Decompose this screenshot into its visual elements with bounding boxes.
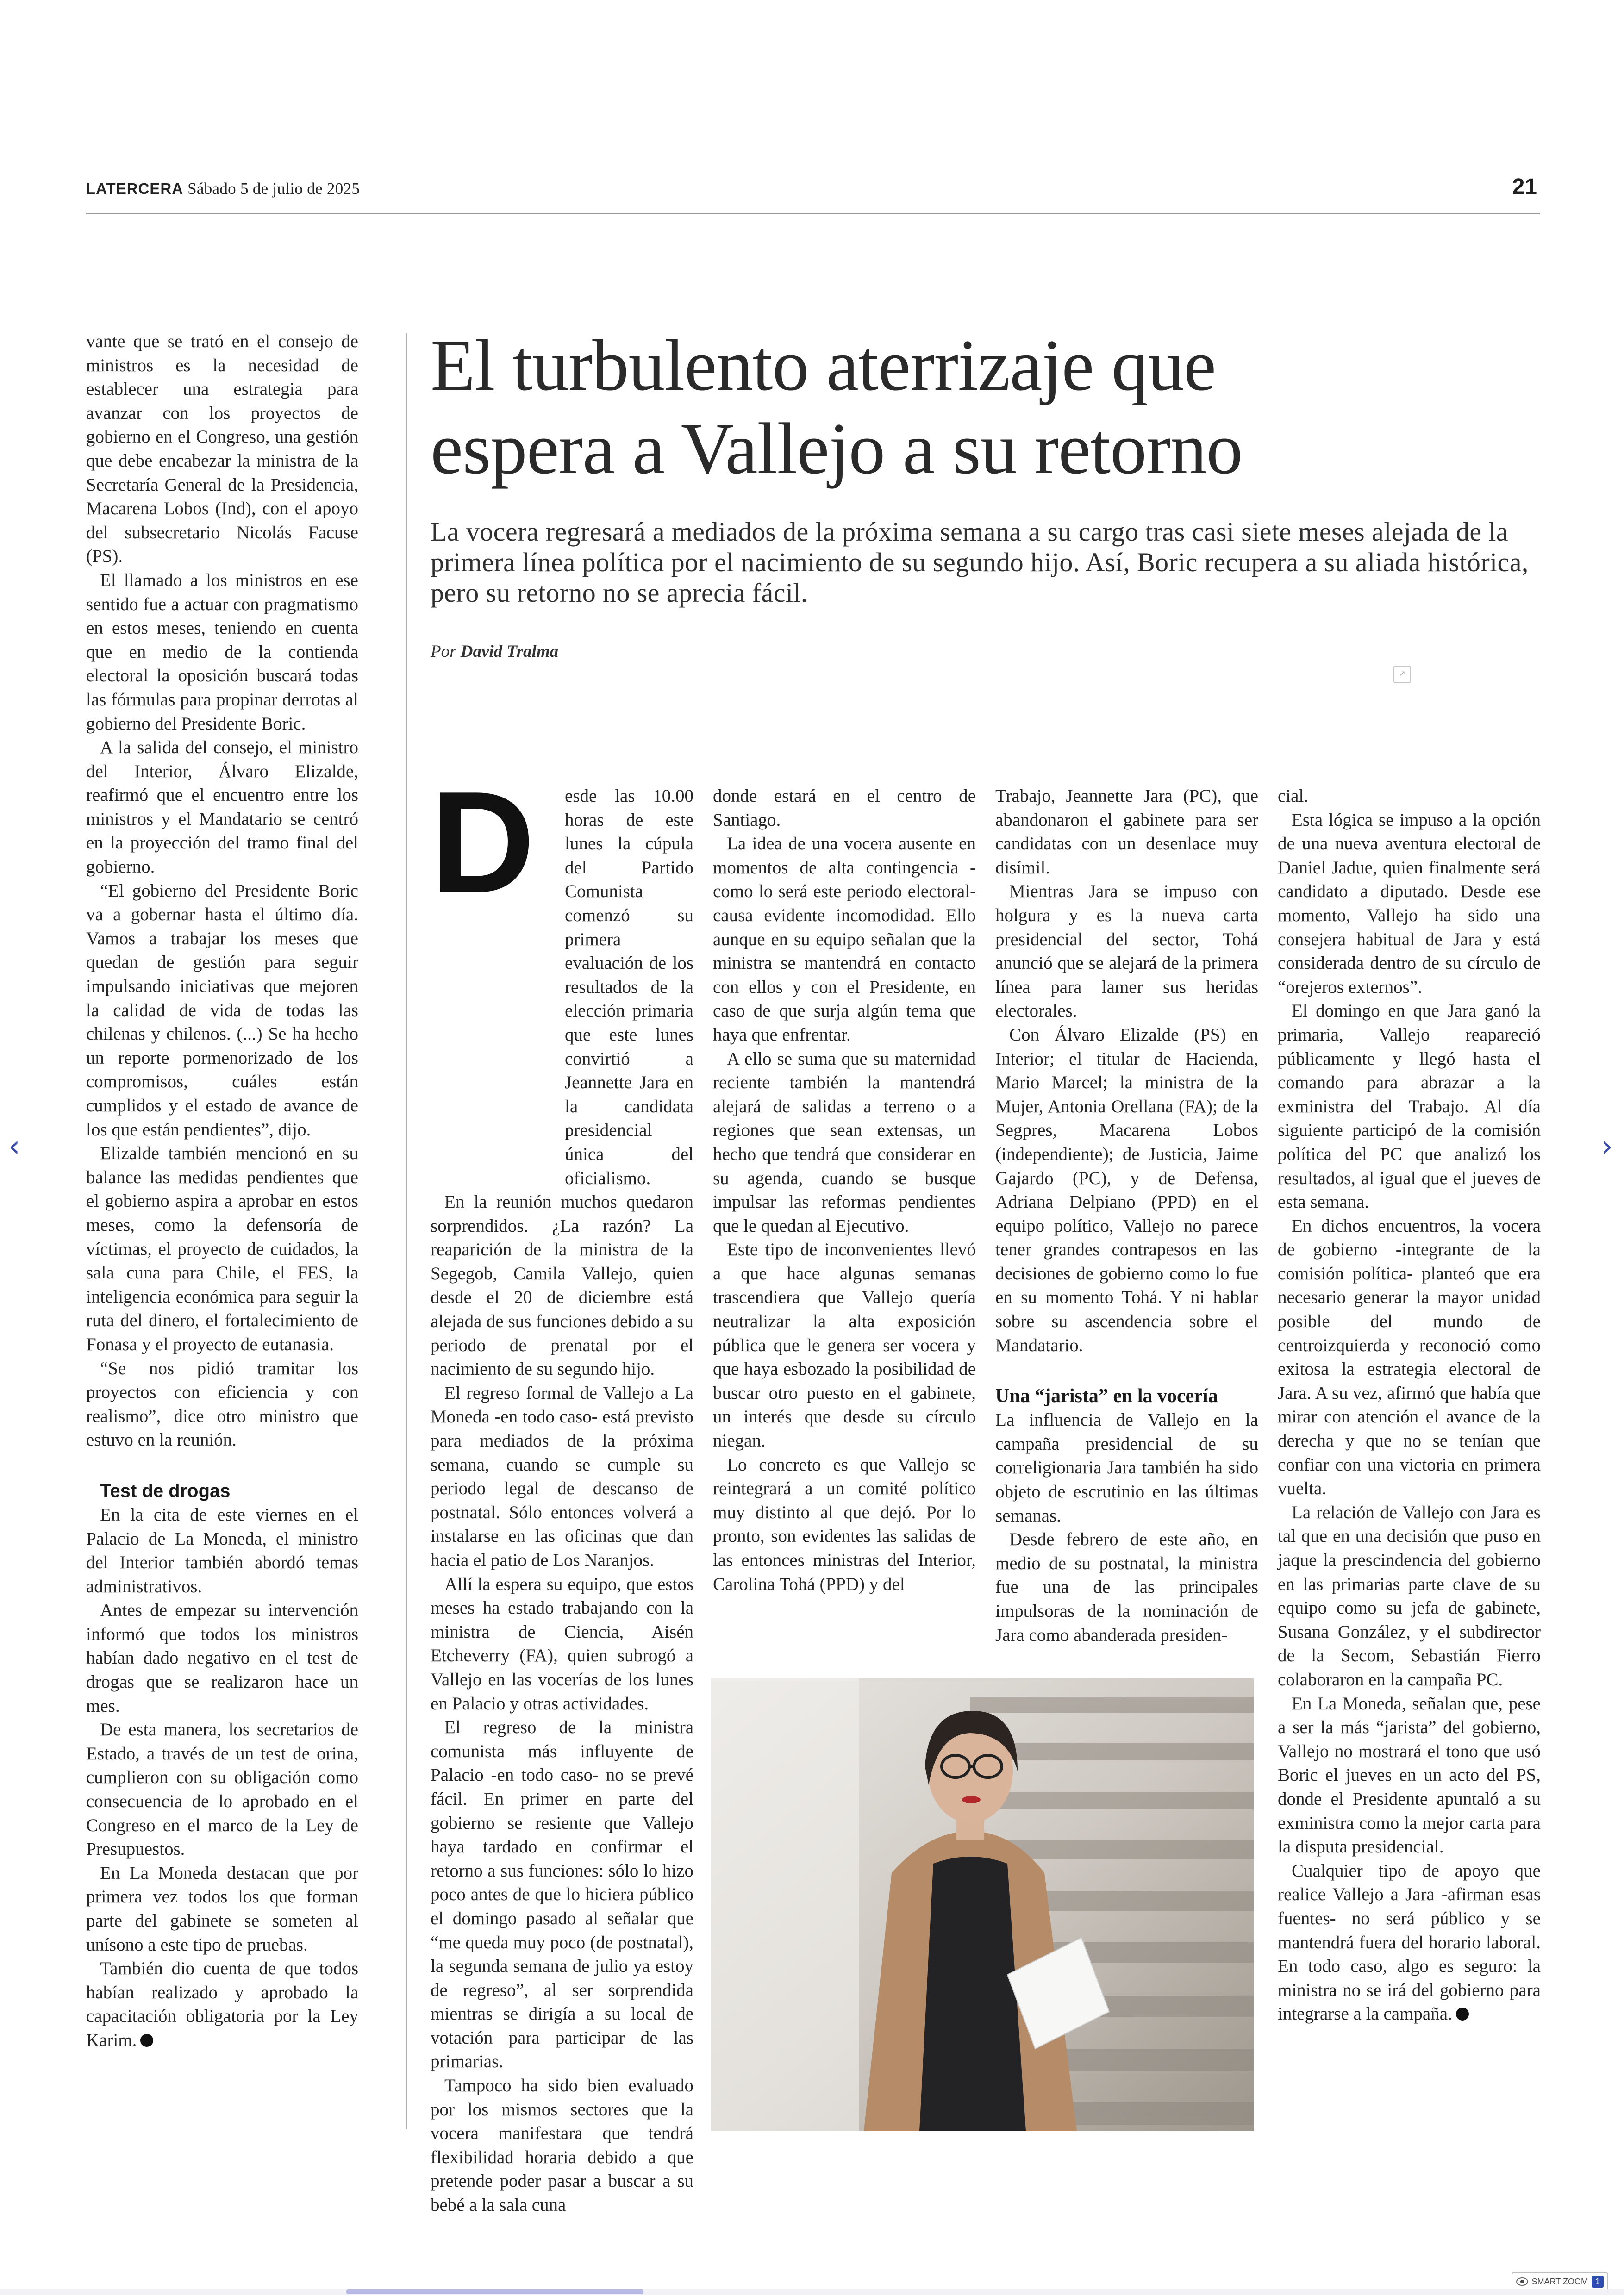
paragraph: [1278, 1859, 1541, 2026]
chevron-left-icon[interactable]: ‹: [8, 1129, 20, 1164]
scrollbar-thumb[interactable]: [346, 2289, 643, 2294]
drop-cap: D: [431, 762, 535, 923]
subheading: Test de drogas: [100, 1480, 231, 1501]
paragraph-text: esde las 10.00 horas de este lunes la cúpula del Partido Comunista comenzó su primera evaluación de los resultados de la elección primaria que este lunes convirtió a Jeannette Jara en la candidata presidencial única del oficialismo.: [565, 786, 693, 1188]
paragraph: En dichos encuentros, la vocera de gobierno -integrante de la comisión política- planteó que era necesario generar la mayor unidad posible del mundo de centroizquierda y reconoció como exitosa la estrategia electoral de Jara. A su vez, afirmó que había que mirar con atención el avance de la derecha y que no se tenían que confiar con una victoria en primera vuelta.: [1278, 1216, 1541, 1499]
byline: [431, 642, 558, 661]
column-3: [713, 784, 976, 1596]
zoom-label: SMART ZOOM: [1531, 2276, 1588, 2286]
headline-line-2: espera a Vallejo a su retorno: [431, 408, 1243, 489]
paragraph: De esta manera, los secretarios de Estado, a través de un test de orina, cumplieron con su obligación como consecuencia de lo aprobado en el Congreso en el marco de la Ley de Presupuestos.: [86, 1720, 358, 1859]
header-rule: [86, 213, 1540, 214]
paragraph: [86, 1957, 358, 2052]
chevron-right-icon[interactable]: ›: [1601, 1129, 1613, 1164]
issue-date: Sábado 5 de julio de 2025: [187, 180, 360, 198]
paragraph: En la reunión muchos quedaron sorprendidos. ¿La razón? La reaparición de la ministra de la Segegob, Camila Vallejo, quien desde el 20 de diciembre está alejada de sus funciones debido a su periodo de prenatal por el nacimiento de su segundo hijo.: [431, 1192, 693, 1379]
horizontal-scrollbar[interactable]: [0, 2289, 1624, 2295]
column-5: [1278, 784, 1541, 2026]
eye-icon: [1516, 2277, 1528, 2286]
paragraph: En la cita de este viernes en el Palacio de La Moneda, el ministro del Interior también abordó temas administrativos.: [86, 1504, 358, 1597]
column-divider: [406, 333, 407, 2129]
headline: [431, 324, 1551, 491]
paragraph: Allí la espera su equipo, que estos meses ha estado trabajando con la ministra de Ciencia, Aisén Etcheverry (FA), quien subrogó a Vallejo en las vocerías de los lunes en Palacio y otras actividades.: [431, 1574, 693, 1714]
paragraph: Trabajo, Jeannette Jara (PC), que abandonaron el gabinete para ser candidatas con un desenlace muy disímil.: [995, 786, 1258, 878]
paragraph: Tampoco ha sido bien evaluado por los mismos sectores que la vocera manifestara que tendrá flexibilidad horaria debido a que pretende poder pasar a buscar a su bebé a la sala cuna: [431, 2076, 693, 2215]
headline-line-1: El turbulento aterrizaje que: [431, 325, 1216, 406]
paragraph: Elizalde también mencionó en su balance las medidas pendientes que el gobierno aspira a aprobar en estos meses, como la defensoría de víctimas, el proyecto de cuidados, la sala cuna para Chile, el FES, la inteligencia económica para seguir la ruta del dinero, el fortalecimiento de Fonasa y el proyecto de eutanasia.: [86, 1143, 358, 1354]
article-photo: [711, 1678, 1254, 2131]
paragraph: Antes de empezar su intervención informó que todos los ministros habían dado negativo en el test de drogas que se realizaron hace un mes.: [86, 1600, 358, 1716]
paragraph: “Se nos pidió tramitar los proyectos con eficiencia y con realismo”, dice otro ministro que estuvo en la reunión.: [86, 1358, 358, 1450]
paragraph-dropcap-lead: [431, 784, 693, 1190]
end-mark-icon: [140, 2034, 153, 2047]
paragraph: Mientras Jara se impuso con holgura y es la nueva carta presidencial del sector, Tohá anunció que se alejará de la primera línea para lamer sus heridas electorales.: [995, 881, 1258, 1021]
paragraph: vante que se trató en el consejo de ministros es la necesidad de establecer una estrategia para avanzar con los proyectos de gobierno en el Congreso, una gestión que debe encabezar la ministra de la Secretaría General de la Presidencia, Macarena Lobos (Ind), con el apoyo del subsecretario Nicolás Facuse (PS).: [86, 331, 358, 567]
page-indicator: 1: [1592, 2276, 1604, 2288]
paragraph: Este tipo de inconvenientes llevó a que hace algunas semanas trascendiera que Vallejo quería neutralizar la alta exposición pública que le genera ser vocera y que haya esbozado la posibilidad de buscar otro puesto en el gabinete, un interés que desde su círculo niegan.: [713, 1240, 976, 1451]
paragraph: En La Moneda destacan que por primera vez todos los que forman parte del gabinete se someten al unísono a este tipo de pruebas.: [86, 1863, 358, 1955]
paragraph: Desde febrero de este año, en medio de su postnatal, la ministra fue una de las principales impulsoras de la nominación de Jara como abanderada presiden-: [995, 1529, 1258, 1645]
paragraph: donde estará en el centro de Santiago.: [713, 786, 976, 830]
subheading: Una “jarista” en la vocería: [995, 1385, 1218, 1407]
paragraph: El domingo en que Jara ganó la primaria, Vallejo reapareció públicamente y llegó hasta el comando para abrazar a la exministra del Trabajo. Al día siguiente participó de la comisión política del PC que analizó los resultados, al igual que el jueves de esta semana.: [1278, 1001, 1541, 1212]
end-mark-icon: [1456, 2008, 1469, 2021]
column-2: [431, 784, 693, 2217]
paragraph: Lo concreto es que Vallejo se reintegrará a un comité político muy distinto al que dejó. Por lo pronto, son evidentes las salidas de las entonces ministras del Interior, Carolina Tohá (PPD) y del: [713, 1454, 976, 1594]
byline-prefix: Por: [431, 642, 456, 661]
photo-illustration: [711, 1678, 1254, 2131]
paragraph: Esta lógica se impuso a la opción de una nueva aventura electoral de Daniel Jadue, quien finalmente será candidato a diputado. Desde ese momento, Vallejo ha sido una consejera habitual de Jara y está considerada dentro de su círculo de “orejeros externos”.: [1278, 810, 1541, 997]
smart-zoom-button[interactable]: [1512, 2272, 1608, 2291]
paragraph: A ello se suma que su maternidad reciente también la mantendrá alejará de salidas a terreno o a regiones que sean extensas, un hecho que tendrá que considerar en su agenda, cuando se busque impulsar las reformas pendientes que le quedan al Ejecutivo.: [713, 1048, 976, 1236]
paragraph: En La Moneda, señalan que, pese a ser la más “jarista” del gobierno, Vallejo no mostrará el tono que usó Boric el jueves en un acto del PS, donde el Presidente apuntaló a su exministra como la mejor carta para la disputa presidencial.: [1278, 1693, 1541, 1857]
paragraph-text: Cualquier tipo de apoyo que realice Vallejo a Jara -afirman esas fuentes- no será público y se mantendrá fuera del horario laboral. En todo caso, algo es seguro: la ministra no se irá del gobierno para integrarse a la campaña.: [1278, 1860, 1541, 2024]
page-number: 21: [1512, 175, 1537, 199]
paragraph: El llamado a los ministros en ese sentido fue a actuar con pragmatismo en estos meses, teniendo en cuenta que en medio de la contienda electoral la oposición buscará todas las fórmulas para propinar derrotas al gobierno del Presidente Boric.: [86, 570, 358, 734]
paragraph: El regreso de la ministra comunista más influyente de Palacio -en todo caso- no se prevé fácil. En primer en parte del gobierno se resiente que Vallejo haya tardado en confirmar el retorno a sus funciones: sólo lo hizo poco antes de que lo hiciera público el domingo pasado al señalar que “me queda muy poco (de postnatal), la segunda semana de julio ya estoy de regreso”, al ser sorprendida mientras se dirigía a su local de votación para participar de las primarias.: [431, 1717, 693, 2072]
paragraph: cial.: [1278, 786, 1309, 806]
paragraph: La idea de una vocera ausente en momentos de alta contingencia -como lo será este periodo electoral- causa evidente incomodidad. Ello aunque en su equipo señalan que la ministra se mantendrá en contacto con ellos y con el Presidente, en caso de que surja algún tema que haya que enfrentar.: [713, 834, 976, 1045]
column-1: [86, 330, 358, 2052]
paragraph: A la salida del consejo, el ministro del Interior, Álvaro Elizalde, reafirmó que el encuentro entre los ministros y el Mandatario se centró en la proyección del tramo final del gobierno.: [86, 737, 358, 877]
paragraph: La influencia de Vallejo en la campaña presidencial de su correligionaria Jara también ha sido objeto de escrutinio en las últimas semanas.: [995, 1410, 1258, 1526]
paragraph: Con Álvaro Elizalde (PS) en Interior; el titular de Hacienda, Mario Marcel; la ministra de la Mujer, Antonia Orellana (FA); de la Segpres, Macarena Lobos (independiente); de Justicia, Jaime Gajardo (PC), y de Defensa, Adriana Delpiano (PPD) en el equipo político, Vallejo no parece tener grandes contrapesos en las decisiones de gobierno como lo fue en su momento Tohá. Y ni hablar sobre su ascendencia sobre el Mandatario.: [995, 1024, 1258, 1355]
paragraph: “El gobierno del Presidente Boric va a gobernar hasta el último día. Vamos a trabajar los meses que quedan de gestión para seguir impulsando iniciativas que mejoren la calidad de vida de todas las chilenas y chilenos. (...) Se ha hecho un reporte pormenorizado de los compromisos, cuáles están cumplidos y el estado de avance de los que están pendientes”, dijo.: [86, 880, 358, 1140]
paragraph: El regreso formal de Vallejo a La Moneda -en todo caso- está previsto para mediados de la próxima semana, cuando se cumple su periodo legal de descanso de postnatal. Sólo entonces volverá a instalarse en las oficinas que dan hacia el patio de Los Naranjos.: [431, 1383, 693, 1570]
column-4: [995, 784, 1258, 1647]
newspaper-brand: LATERCERA: [86, 180, 184, 197]
expand-icon[interactable]: ↗: [1393, 666, 1411, 683]
paragraph-text: También dio cuenta de que todos habían realizado y aprobado la capacitación obligatoria por la Ley Karim.: [86, 1958, 358, 2050]
masthead: [86, 180, 360, 198]
byline-author: David Tralma: [460, 642, 559, 661]
deck: La vocera regresará a mediados de la próxima semana a su cargo tras casi siete meses alejada de la primera línea política por el nacimiento de su segundo hijo. Así, Boric recupera a su aliada histórica, pero su retorno no se aprecia fácil.: [431, 517, 1529, 608]
paragraph: La relación de Vallejo con Jara es tal que en una decisión que puso en jaque la prescindencia del gobierno en las primarias parte clave de su equipo como su jefa de gabinete, Susana González, y el subdirector de la Secom, Sebastián Fierro colaboraron en la campaña PC.: [1278, 1502, 1541, 1690]
